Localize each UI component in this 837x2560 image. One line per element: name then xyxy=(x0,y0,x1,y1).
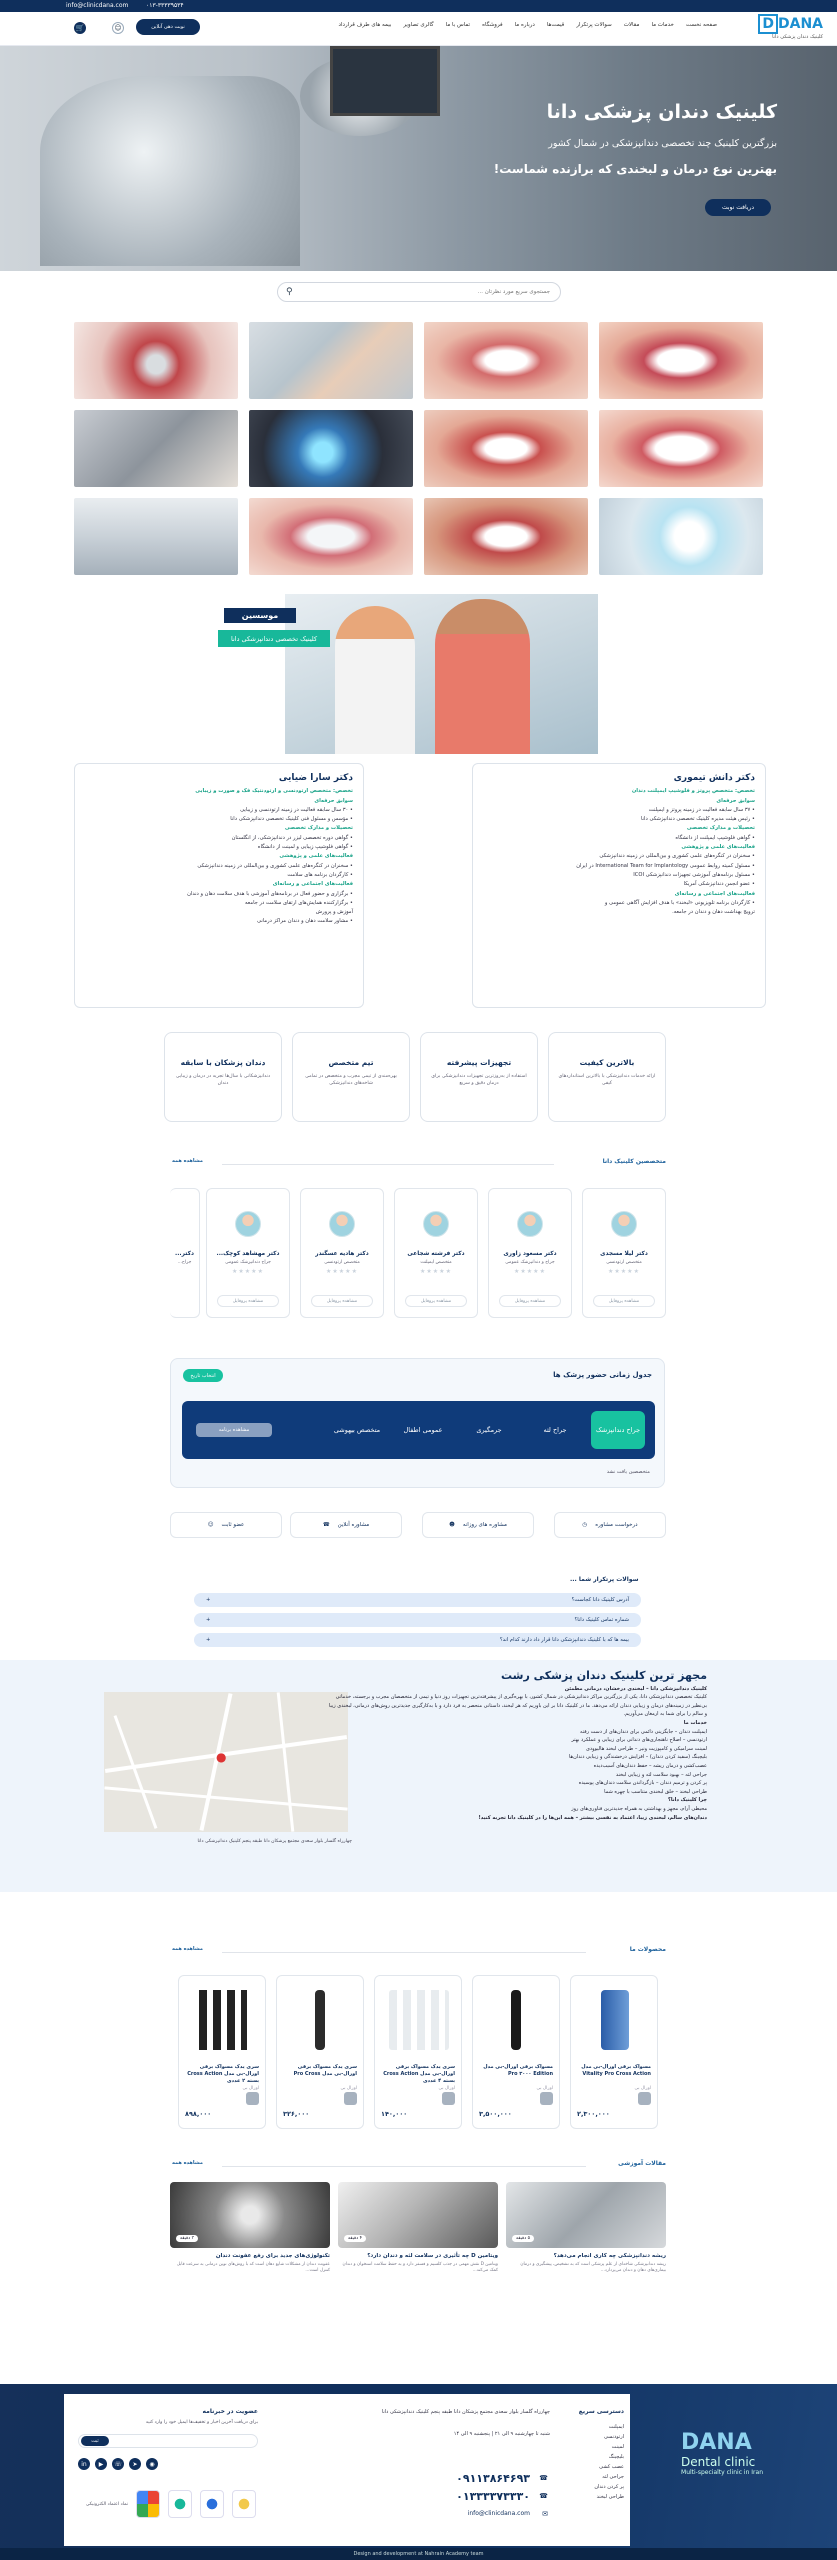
rating-stars: ★★★★★ xyxy=(420,1268,452,1275)
read-time-badge: ۵ دقیقه xyxy=(512,2235,534,2242)
products-section-header xyxy=(172,1946,666,1960)
service-item: بلیچینگ (سفید کردن دندان) – افزایش درخشندگی و زیبایی دندان‌ها xyxy=(568,1754,707,1761)
gallery-image-smile[interactable] xyxy=(599,410,763,487)
faq-title: سوالات پرتکرار شما ... xyxy=(570,1576,639,1583)
consult-request-button[interactable] xyxy=(554,1512,666,1538)
product-brand: اورال بی xyxy=(438,2086,455,2091)
footer-logo-line2: Multi-specialty clinic in Iran xyxy=(681,2469,763,2476)
bio-name: دکتر دانش تیموری xyxy=(673,773,755,783)
product-price: ۳۲۶,۰۰۰ xyxy=(283,2110,310,2118)
bio-line: فعالیت‌های علمی و پژوهشی xyxy=(681,844,755,851)
founder-male-figure xyxy=(435,599,530,754)
location-map[interactable] xyxy=(104,1692,348,1832)
feature-title: دندان پزشکان با سابقه xyxy=(180,1058,266,1067)
gallery-image-tooth-model[interactable] xyxy=(599,498,763,575)
schedule-note: متخصصین یافت نشد xyxy=(606,1469,650,1475)
article-card[interactable] xyxy=(338,2182,498,2290)
faq-question: بیمه ها که با کلینیک دندانپزشکی دانا قرار داد دارند کدام اند؟ xyxy=(499,1637,629,1643)
article-title: ریشه دندانپزشکی چه کاری انجام می‌دهد؟ xyxy=(553,2253,666,2259)
services-title: خدمات ما xyxy=(683,1719,707,1726)
footer-link[interactable]: بلیچینگ xyxy=(608,2454,624,2460)
doctor-name: دکتر مهشاهد کوچک... xyxy=(216,1251,280,1257)
gallery-image-smile[interactable] xyxy=(424,498,588,575)
view-schedule-button[interactable]: مشاهده برنامه xyxy=(196,1423,272,1437)
gallery-image-smile[interactable] xyxy=(424,410,588,487)
faq-item[interactable] xyxy=(194,1633,641,1647)
doctor-specialty: جراح دندانپزشک عمومی xyxy=(225,1260,271,1265)
trust-text: نماد اعتماد الکترونیکی xyxy=(85,2501,128,2507)
faq-question: شماره تماس کلینیک دانا؟ xyxy=(574,1617,629,1623)
doctor-card[interactable] xyxy=(488,1188,572,1318)
contact-label: عضو ثابت xyxy=(221,1522,245,1528)
read-time-badge: ۴ دقیقه xyxy=(344,2235,366,2242)
linkedin-icon[interactable]: in xyxy=(78,2458,90,2470)
bio-name: دکتر سارا ضیایی xyxy=(278,773,353,783)
plus-icon: + xyxy=(206,1637,211,1643)
read-time-badge: ۳ دقیقه xyxy=(176,2235,198,2242)
contact-label: مشاوره آنلاین xyxy=(337,1522,370,1528)
nav-item[interactable]: صفحه نخست xyxy=(685,22,717,28)
newsletter-desc: برای دریافت آخرین اخبار و تخفیف‌ها ایمیل خود را وارد کنید xyxy=(145,2420,258,2425)
bio-line: • کارگردان برنامه تلویزیونی «لبخند» با هدف افزایش آگاهی عمومی و xyxy=(604,899,755,906)
social-links xyxy=(78,2458,158,2470)
product-card[interactable] xyxy=(374,1975,462,2129)
equipped-subtitle: کلینیک دندانپزشکی دانا – لبخندی درخشان، درمانی مطمئن xyxy=(564,1685,707,1692)
logo[interactable]: D DANA xyxy=(756,16,823,32)
bio-line: • گواهی فلوشیپ زیبایی و لمینت از دانشگاه xyxy=(257,844,353,851)
product-name: مسواک برقی اورال-بی مدل Vitality Pro Cross Action xyxy=(581,2064,651,2077)
footer-link[interactable]: جراحی لثه xyxy=(602,2474,624,2480)
article-image xyxy=(506,2182,666,2248)
bio-line: • رئیس هیئت مدیره کلینیک تخصصی دندانپزشکی دانا xyxy=(641,816,755,823)
feature-title: بالاترین کیفیت xyxy=(579,1058,635,1067)
doctor-name: دکتر مسعود زاوری xyxy=(503,1251,557,1257)
phone-icon: ☎ xyxy=(539,2492,548,2500)
service-item: طراحی لبخند – خلق لبخندی متناسب با چهره شما xyxy=(604,1788,707,1795)
view-profile-button[interactable]: مشاهده پروفایل xyxy=(593,1295,655,1307)
contact-label: مشاوره های روزانه xyxy=(462,1522,507,1528)
newsletter-title: عضویت در خبرنامه xyxy=(202,2408,258,2415)
gallery-image-clinic[interactable] xyxy=(74,498,238,575)
doctor-specialty: جراح... xyxy=(177,1260,192,1265)
founders-photo xyxy=(285,594,598,754)
article-excerpt: عفونت دندان از مشکلات شایع دهان است که با روش‌های نوین درمانی به سرعت قابل کنترل است... xyxy=(176,2262,330,2273)
product-card[interactable] xyxy=(276,1975,364,2129)
gallery-image-smile[interactable] xyxy=(599,322,763,399)
product-brand: اورال بی xyxy=(340,2086,357,2091)
bio-line: • برگزارکننده همایش‌های ارتقای سلامت در جامعه xyxy=(245,899,353,906)
add-to-cart-button[interactable] xyxy=(246,2092,259,2105)
service-item: پر کردن و ترمیم دندان – بازگرداندن سلامت دندان‌های پوسیده xyxy=(578,1780,707,1787)
view-all-link[interactable]: مشاهده همه xyxy=(172,2160,203,2166)
footer-links-title: دسترسی سریع xyxy=(578,2408,624,2415)
service-item: ایمپلنت دندان – جایگزینی دائمی برای دندان‌های از دست رفته xyxy=(580,1728,707,1735)
footer-logo xyxy=(681,2430,763,2476)
footer-link[interactable]: عصب کشی xyxy=(599,2464,624,2470)
rating-stars: ★★★★★ xyxy=(514,1268,546,1275)
article-excerpt: ویتامین D نقش مهمی در جذب کلسیم و فسفر دارد و به حفظ سلامت استخوان و دندان کمک می‌کند... xyxy=(342,2262,498,2273)
article-title: ویتامین D چه تأثیری در سلامت لثه و دندان دارد؟ xyxy=(367,2253,498,2259)
service-item: جراحی لثه – بهبود سلامت لثه و زیبایی لبخند xyxy=(615,1771,707,1778)
doctor-card[interactable] xyxy=(582,1188,666,1318)
add-to-cart-button[interactable] xyxy=(638,2092,651,2105)
footer-links xyxy=(594,2422,624,2502)
gallery-image-aligner[interactable] xyxy=(249,498,413,575)
headset-icon: ☎ xyxy=(322,1522,330,1528)
doctor-card[interactable] xyxy=(300,1188,384,1318)
doctor-specialty: متخصص ارتودنسی xyxy=(324,1260,360,1265)
bio-line: • مسئول برنامه‌های آموزشی تجهیزات دندانپزشکی ICOI xyxy=(633,871,755,878)
equipped-text xyxy=(327,1669,707,1822)
doctor-name: دکتر... xyxy=(175,1251,194,1257)
bio-line: • مشاور سلامت دهان و دندان مراکز درمانی xyxy=(257,918,353,925)
doctor-name: دکتر هادیه عسگندر xyxy=(315,1251,369,1257)
article-title: تکنولوژی‌های جدید برای رفع عفونت دندان xyxy=(215,2253,330,2259)
doctor-specialty: متخصص ارتودنسی xyxy=(606,1260,642,1265)
bio-line: سوابق حرفه‌ای xyxy=(716,797,755,804)
online-booking-button[interactable]: نوبت دهی آنلاین xyxy=(136,19,200,35)
feature-desc: استفاده از به‌روزترین تجهیزات دندانپزشکی برای درمان دقیق و سریع xyxy=(431,1074,527,1086)
service-item: عصب‌کشی و درمان ریشه – حفظ دندان‌های آسیب‌دیده xyxy=(593,1762,707,1769)
product-name: سری یدک مسواک برقی اورال-بی مدل Pro Cross xyxy=(293,2064,357,2077)
bio-line: آموزش و پرورش xyxy=(315,909,353,916)
equipped-paragraph: کلینیک تخصصی دندانپزشکی دانا، یکی از بزرگترین مراکز دندانپزشکی در شمال کشور، با بهره‌گیری از پیشرفته‌ترین تجهیزات روز دنیا و تیمی از متخصصان مجرب و برجسته، خدماتی بی‌نظیر در زمینه‌های درمان و زیبایی دندان ارائه می‌دهد. ما در کلینیک دانا بر این باوریم که هر لبخند، داستانی منحصر به فرد دارد و با به‌کارگیری جدیدترین روش‌های درمانی، لبخندی زیبا و سالم را برای شما به ارمغان می‌آوریم. xyxy=(328,1694,707,1718)
rating-stars: ★★★★★ xyxy=(232,1268,264,1275)
whatsapp-icon[interactable]: ☏ xyxy=(112,2458,124,2470)
enamad-badge-icon[interactable] xyxy=(232,2490,256,2518)
footer-link[interactable]: پر کردن دندان xyxy=(594,2484,624,2490)
bio-line: • کارگردان برنامه های سلامت xyxy=(287,871,353,878)
bio-line: فعالیت‌های اجتماعی و رسانه‌ای xyxy=(674,890,755,897)
hero-title: کلینیک دندان پزشکی دانا xyxy=(546,101,777,123)
contact-label: درخواست مشاوره xyxy=(595,1522,638,1528)
section-title: محصولات ما xyxy=(629,1946,666,1953)
newsletter-submit-button[interactable]: ثبت xyxy=(81,2436,109,2446)
product-brand: اورال بی xyxy=(242,2086,259,2091)
tab-gum-surgeon[interactable]: جراح لثه xyxy=(543,1425,567,1434)
clock-icon: ◷ xyxy=(582,1522,588,1528)
article-card[interactable] xyxy=(170,2182,330,2290)
footer-link[interactable]: ایمپلنت xyxy=(608,2424,624,2430)
add-to-cart-button[interactable] xyxy=(540,2092,553,2105)
user-icon[interactable]: ☺ xyxy=(112,22,124,34)
hero-tagline: بهترین نوع درمان و لبخندی که برازنده شماست! xyxy=(493,162,777,176)
users-icon: ☻ xyxy=(449,1522,455,1528)
product-image xyxy=(315,1990,325,2050)
doctor-card-partial[interactable] xyxy=(170,1188,200,1318)
product-brand: اورال بی xyxy=(536,2086,553,2091)
product-card[interactable] xyxy=(570,1975,658,2129)
hero-banner xyxy=(0,46,837,271)
view-all-link[interactable]: مشاهده همه xyxy=(172,1158,203,1164)
faq-item[interactable] xyxy=(194,1613,641,1627)
youtube-icon[interactable]: ▶ xyxy=(95,2458,107,2470)
footer-phone1[interactable]: ۰۹۱۱۳۸۶۴۶۹۳ xyxy=(456,2472,530,2485)
gallery-image-patient[interactable] xyxy=(249,322,413,399)
bio-line: تخصص: متخصص ارتودنسی و ارتودنتیک فک و صورت و زیبایی xyxy=(195,788,353,795)
bio-line: • ۳۰ سال سابقه فعالیت در زمینه ارتودنسی و زیبایی xyxy=(240,806,353,813)
newsletter-input[interactable] xyxy=(78,2434,258,2448)
why-text: محیطی آرام، مجهز و بهداشتی به همراه جدیدترین فناوری‌های روز xyxy=(571,1805,707,1812)
view-profile-button[interactable]: مشاهده پروفایل xyxy=(499,1295,561,1307)
hero-booking-button[interactable]: دریافت نوبت xyxy=(705,199,771,216)
date-picker-button[interactable]: انتخاب تاریخ xyxy=(183,1369,223,1382)
doctors-section-header xyxy=(172,1158,666,1172)
doctor-avatar xyxy=(235,1211,261,1237)
doctor-card[interactable] xyxy=(206,1188,290,1318)
map-pin-icon: ● xyxy=(216,1750,227,1764)
bio-line: تحصیلات و مدارک تخصصی xyxy=(284,825,353,832)
xray-monitor-illustration xyxy=(330,46,440,116)
search-input[interactable]: جستجوی سریع مورد نظرتان ... xyxy=(477,289,550,295)
bio-line: • برگزاری و حضور فعال در برنامه‌های آموزشی با هدف سلامت دهان و دندان xyxy=(187,890,353,897)
nav-item[interactable]: خدمات ما xyxy=(651,22,674,28)
section-title: مقالات آموزشی xyxy=(618,2160,666,2167)
nav-item[interactable]: بیمه های طرف قرارداد xyxy=(338,22,392,28)
gallery-image-implant[interactable] xyxy=(74,322,238,399)
product-card[interactable] xyxy=(472,1975,560,2129)
faq-question: آدرس کلینیک دانا کجاست؟ xyxy=(571,1597,629,1603)
product-image xyxy=(199,1990,247,2050)
footer-link[interactable]: لمینت xyxy=(611,2444,624,2450)
bio-line: • مسئول کمیته روابط عمومی International Team for Implantology در ایران xyxy=(576,862,755,869)
footer-link[interactable]: طراحی لبخند xyxy=(596,2494,624,2500)
hero-subtitle: بزرگترین کلینیک چند تخصصی دندانپزشکی در شمال کشور xyxy=(548,138,777,149)
article-card[interactable] xyxy=(506,2182,666,2290)
view-profile-button[interactable]: مشاهده پروفایل xyxy=(217,1295,279,1307)
main-nav xyxy=(339,22,717,28)
feature-desc: دندانپزشکانی با سال‌ها تجربه در درمان و زیبایی دندان xyxy=(175,1074,271,1086)
footer-link[interactable]: ارتودنسی xyxy=(603,2434,624,2440)
feature-desc: بهره‌مندی از تیمی مجرب و متخصص در تمامی شاخه‌های دندانپزشکی xyxy=(305,1074,397,1086)
instagram-icon[interactable]: ◉ xyxy=(146,2458,158,2470)
doctor-card[interactable] xyxy=(394,1188,478,1318)
google-maps-icon[interactable] xyxy=(136,2490,160,2518)
product-name: سری یدک مسواک برقی اورال-بی مدل Cross Action بسته ۴ عددی xyxy=(383,2064,455,2084)
bio-line: • گواهی دوره تخصصی لیزر در دندانپزشکی، از انگلستان xyxy=(231,834,353,841)
nav-item[interactable]: قیمت‌ها xyxy=(546,22,565,28)
article-image xyxy=(338,2182,498,2248)
footer-address: چهارراه گلسار بلوار سعدی مجتمع پزشکان دانا طبقه پنجم کلینیک دندانپزشکی دانا xyxy=(381,2409,550,2415)
dental-chair-illustration xyxy=(40,76,300,266)
product-image xyxy=(511,1990,521,2050)
header xyxy=(0,12,837,46)
bio-line: تحصیلات و مدارک تخصصی xyxy=(686,825,755,832)
credit-bar: Design and development at Nahrain Academy team xyxy=(0,2548,837,2560)
article-excerpt: ریشه دندانپزشکی شاخه‌ای از علم پزشکی است که به تشخیص، پیشگیری و درمان بیماری‌های دهان و دندان می‌پردازد... xyxy=(520,2262,666,2273)
bio-line: • سخنران در کنگره‌های علمی کشوری و بین‌المللی در زمینه دندانپزشکی xyxy=(599,853,755,860)
bio-line: فعالیت‌های اجتماعی و رسانه‌ای xyxy=(272,881,353,888)
search-box[interactable] xyxy=(277,282,561,302)
bio-line: • گواهی فلوشیپ ایمپلنت از دانشگاه xyxy=(675,834,755,841)
doctor-specialty: جراح و دندانپزشک عمومی xyxy=(505,1260,555,1265)
product-name: سری یدک مسواک برقی اورال-بی مدل Cross Action بسته ۲ عددی xyxy=(187,2064,259,2084)
nav-item[interactable]: سوالات پرتکرار xyxy=(576,22,612,28)
founder-female-figure xyxy=(335,606,415,754)
search-icon[interactable]: ⚲ xyxy=(286,287,293,297)
topbar-email[interactable]: info@clinicdana.com xyxy=(66,2,129,9)
add-to-cart-button[interactable] xyxy=(344,2092,357,2105)
tab-surgeon[interactable]: جراح دندانپزشک xyxy=(591,1411,645,1449)
daily-consult-button[interactable] xyxy=(422,1512,534,1538)
doctor-name: دکتر فرشته شجاعی xyxy=(407,1251,465,1257)
nav-item[interactable]: مقالات xyxy=(623,22,640,28)
product-image xyxy=(601,1990,629,2050)
footer-logo-line1: Dental clinic xyxy=(681,2455,756,2469)
footer-email[interactable]: info@clinicdana.com xyxy=(467,2510,530,2517)
topbar-phone[interactable]: ۰۱۳-۳۳۳۳۹۵۳۴ xyxy=(146,2,184,9)
footer-logo-text: DANA xyxy=(681,2430,752,2455)
tab-scaling[interactable]: جرمگیری xyxy=(476,1425,502,1434)
bio-line: • سخنران در کنگره‌های علمی کشوری و بین‌المللی در زمینه دندانپزشکی xyxy=(197,862,353,869)
logo-subtitle: کلینیک دندان پزشکی دانا xyxy=(772,34,823,40)
section-title: متخصصین کلینیک دانا xyxy=(602,1158,666,1165)
trust-badges xyxy=(78,2490,256,2518)
closing-text: دندان‌های سالم، لبخندی زیبا، اعتماد به نفسی بیشتر – همه این‌ها را در کلینیک دانا تجربه کنید! xyxy=(478,1814,707,1821)
user-add-icon: ☺ xyxy=(207,1522,214,1528)
feature-card xyxy=(548,1032,666,1122)
service-item: ارتودنسی – اصلاح ناهنجاری‌های دندانی برای زیبایی و عملکرد بهتر xyxy=(571,1737,707,1744)
feature-title: تجهیزات پیشرفته xyxy=(446,1058,512,1067)
equipped-title: مجهز ترین کلینیک دندان پزشکی رشت xyxy=(500,1669,707,1682)
online-consult-button[interactable] xyxy=(290,1512,402,1538)
bio-line: سوابق حرفه‌ای xyxy=(314,797,353,804)
view-profile-button[interactable]: مشاهده پروفایل xyxy=(311,1295,373,1307)
product-price: ۳,۵۰۰,۰۰۰ xyxy=(479,2110,512,2118)
plus-icon: + xyxy=(206,1617,211,1623)
union-badge-icon[interactable] xyxy=(168,2490,192,2518)
specialty-tabs xyxy=(182,1401,655,1459)
article-image xyxy=(170,2182,330,2248)
bio-card-teymouri xyxy=(472,763,766,1008)
feature-card xyxy=(292,1032,410,1122)
gallery-image-whitening[interactable] xyxy=(249,410,413,487)
phone-icon: ☎ xyxy=(539,2474,548,2482)
bio-line: • ۳۷ سال سابقه فعالیت در زمینه پروتز و ایمپلنت xyxy=(648,806,755,813)
mail-icon: ✉ xyxy=(542,2510,548,2518)
doctor-schedule xyxy=(170,1358,665,1488)
bio-line: فعالیت‌های علمی و پژوهشی xyxy=(279,853,353,860)
bio-line: تخصص: متخصص پروتز و فلوشیپ ایمپلنت دندان xyxy=(631,788,755,795)
founders-badge: موسسین xyxy=(224,608,296,623)
doctor-avatar xyxy=(329,1211,355,1237)
bio-line: ترویج بهداشت دهان و دندان در جامعه. xyxy=(672,909,755,916)
service-item: لمینت سرامیکی و کامپوزیت ونیر – طراحی لبخند هالیوودی xyxy=(586,1745,707,1752)
gallery-image-smile[interactable] xyxy=(424,322,588,399)
member-button[interactable] xyxy=(170,1512,282,1538)
cart-icon[interactable]: 🛒 xyxy=(75,24,85,32)
samandehi-badge-icon[interactable] xyxy=(200,2490,224,2518)
footer-hours: شنبه تا چهارشنبه ۹ الی ۲۱ | پنجشنبه ۹ الی ۱۴ xyxy=(453,2431,550,2437)
doctor-avatar xyxy=(423,1211,449,1237)
doctor-avatar xyxy=(517,1211,543,1237)
doctor-avatar xyxy=(611,1211,637,1237)
nav-item[interactable]: درباره ما xyxy=(514,22,535,28)
nav-item[interactable]: گالری تصاویر xyxy=(403,22,434,28)
doctor-name: دکتر لیلا مسجدی xyxy=(600,1251,648,1257)
gallery-grid xyxy=(74,322,763,575)
product-card[interactable] xyxy=(178,1975,266,2129)
map-address: چهارراه گلسار بلوار سعدی مجتمع پزشکان دانا طبقه پنجم کلینیک دندانپزشکی دانا xyxy=(197,1839,352,1844)
rating-stars: ★★★★★ xyxy=(608,1268,640,1275)
nav-item[interactable]: فروشگاه xyxy=(482,22,503,28)
add-to-cart-button[interactable] xyxy=(442,2092,455,2105)
bio-line: • عضو انجمن دندانپزشکی آمریکا xyxy=(683,881,755,888)
view-profile-button[interactable]: مشاهده پروفایل xyxy=(405,1295,467,1307)
gallery-image-dentist[interactable] xyxy=(74,410,238,487)
articles-section-header xyxy=(172,2160,666,2174)
product-price: ۱۴۰,۰۰۰ xyxy=(381,2110,408,2118)
product-price: ۲,۳۰۰,۰۰۰ xyxy=(577,2110,610,2118)
tab-pediatric[interactable]: عمومی اطفال xyxy=(403,1425,443,1434)
footer-content xyxy=(64,2394,630,2546)
feature-card xyxy=(420,1032,538,1122)
doctor-specialty: متخصص ایمپلنت xyxy=(420,1260,452,1265)
footer-phone2[interactable]: ۰۱۳۳۳۳۷۳۳۳۰ xyxy=(456,2490,530,2503)
rating-stars: ★★★★★ xyxy=(326,1268,358,1275)
product-image xyxy=(389,1990,449,2050)
telegram-icon[interactable]: ➤ xyxy=(129,2458,141,2470)
plus-icon: + xyxy=(206,1597,211,1603)
view-all-link[interactable]: مشاهده همه xyxy=(172,1946,203,1952)
tab-anesthesia[interactable]: متخصص بیهوشی xyxy=(333,1425,381,1434)
bio-line: • مؤسس و مسئول فنی کلینیک تخصصی دندانپزشکی دانا xyxy=(230,816,353,823)
bio-card-ziaei xyxy=(74,763,364,1008)
feature-title: تیم متخصص xyxy=(328,1058,374,1067)
feature-card xyxy=(164,1032,282,1122)
why-title: چرا کلینیک دانا؟ xyxy=(667,1797,707,1804)
founders-clinic-badge: کلینیک تخصصی دندانپزشکی دانا xyxy=(218,630,330,647)
schedule-title: جدول زمانی حضور پزشک ها xyxy=(553,1371,652,1379)
feature-desc: ارائه خدمات دندانپزشکی با بالاترین استانداردهای کیفی xyxy=(558,1074,656,1086)
nav-item[interactable]: تماس با ما xyxy=(445,22,471,28)
product-name: مسواک برقی اورال-بی مدل Pro ۳۰۰۰ Edition xyxy=(483,2064,553,2077)
top-bar xyxy=(0,0,837,12)
faq-item[interactable] xyxy=(194,1593,641,1607)
product-price: ۸۹۸,۰۰۰ xyxy=(185,2110,212,2118)
product-brand: اورال بی xyxy=(634,2086,651,2091)
